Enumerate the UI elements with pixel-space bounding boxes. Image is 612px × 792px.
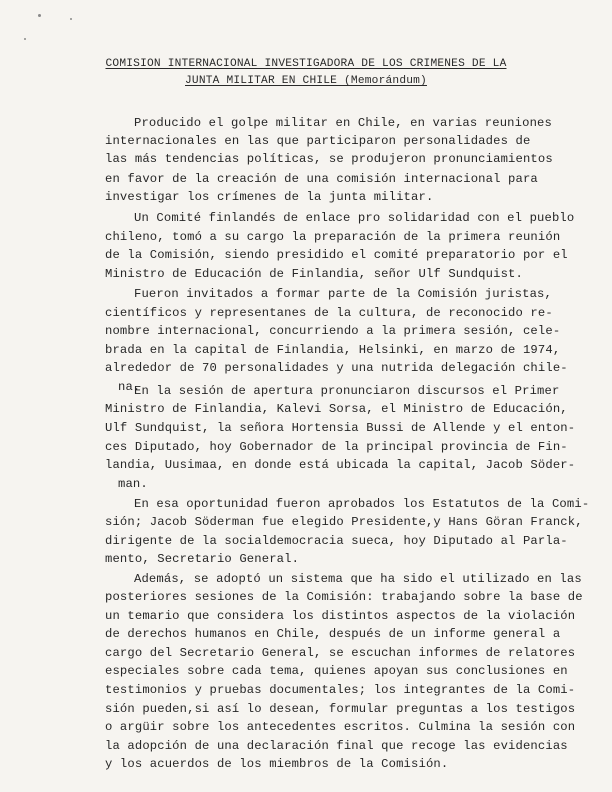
document-title-line-2: JUNTA MILITAR EN CHILE (Memorándum) — [185, 75, 427, 87]
paragraph-6-line: o argüir sobre los antecedentes escritos. Culmina la sesión con — [105, 720, 576, 734]
paragraph-6-line: posteriores sesiones de la Comisión: trabajando sobre la base de — [105, 590, 583, 604]
paragraph-5-line: mento, Secretario General. — [105, 552, 300, 566]
paragraph-6-line: Además, se adoptó un sistema que ha sido el utilizado en las — [134, 572, 582, 586]
paragraph-2-line: chileno, tomó a su cargo la preparación de la primera reunión — [105, 230, 561, 244]
paragraph-2-line: de la Comisión, siendo presidido el comité preparatorio por el — [105, 248, 568, 262]
paragraph-2-line: Un Comité finlandés de enlace pro solidaridad con el pueblo — [134, 211, 575, 225]
paragraph-1-line: Producido el golpe militar en Chile, en varias reuniones — [134, 116, 552, 130]
paragraph-6-line: un temario que considera los distintos aspectos de la violación — [105, 609, 576, 623]
paragraph-5-line: dirigente de la socialdemocracia sueca, hoy Diputado al Parla- — [105, 534, 568, 548]
paragraph-3-line: brada en la capital de Finlandia, Helsinki, en marzo de 1974, — [105, 343, 561, 357]
paragraph-3-line: Fueron invitados a formar parte de la Comisión juristas, — [134, 287, 552, 301]
paragraph-6-line: cargo del Secretario General, se escuchan informes de relatores — [105, 646, 576, 660]
paragraph-3-line: na. — [118, 380, 141, 394]
paragraph-1-line: investigar los crímenes de la junta militar. — [105, 190, 434, 204]
paragraph-1-line: las más tendencias políticas, se produjeron pronunciamientos — [105, 152, 553, 166]
page-speck — [38, 14, 41, 17]
paragraph-4-line: En la sesión de apertura pronunciaron discursos el Primer — [134, 384, 560, 398]
paragraph-3-line: alrededor de 70 personalidades y una nutrida delegación chile- — [105, 361, 568, 375]
paragraph-1-line: internacionales en las que participaron personalidades de — [105, 134, 531, 148]
document-title-line-1: COMISION INTERNACIONAL INVESTIGADORA DE LOS CRIMENES DE LA — [105, 58, 507, 70]
paragraph-4-line: man. — [118, 477, 148, 491]
page-speck — [24, 38, 26, 40]
paragraph-3-line: nombre internacional, concurriendo a la primera sesión, cele- — [105, 324, 561, 338]
paragraph-6-line: de derechos humanos en Chile, después de un informe general a — [105, 627, 561, 641]
paragraph-2-line: Ministro de Educación de Finlandia, señor Ulf Sundquist. — [105, 267, 523, 281]
paragraph-4-line: landia, Uusimaa, en donde está ubicada la capital, Jacob Söder- — [105, 458, 576, 472]
paragraph-5-line: En esa oportunidad fueron aprobados los Estatutos de la Comi- — [134, 497, 590, 511]
paragraph-4-line: ces Diputado, hoy Gobernador de la principal provincia de Fin- — [105, 440, 568, 454]
paragraph-4-line: Ministro de Finlandia, Kalevi Sorsa, el Ministro de Educación, — [105, 402, 568, 416]
paragraph-4-line: Ulf Sundquist, la señora Hortensia Bussi de Allende y el enton- — [105, 421, 576, 435]
paragraph-6-line: y los acuerdos de los miembros de la Comisión. — [105, 757, 449, 771]
paragraph-5-line: sión; Jacob Söderman fue elegido Presidente,y Hans Göran Franck, — [105, 515, 583, 529]
paragraph-6-line: especiales sobre cada tema, quienes apoyan sus conclusiones en — [105, 664, 568, 678]
page-speck — [70, 18, 72, 20]
paragraph-1-line: en favor de la creación de una comisión internacional para — [105, 172, 538, 186]
paragraph-6-line: la adopción de una declaración final que recoge las evidencias — [105, 739, 568, 753]
paragraph-6-line: sión pueden,si así lo desean, formular preguntas a los testigos — [105, 702, 576, 716]
paragraph-6-line: testimonios y pruebas documentales; los integrantes de la Comi- — [105, 683, 576, 697]
paragraph-3-line: científicos y representanes de la cultura, de reconocido re- — [105, 306, 553, 320]
